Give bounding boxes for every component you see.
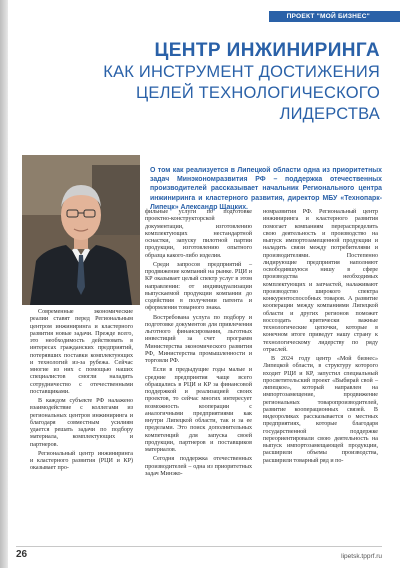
paragraph: В 2024 году центр «Мой бизнес» Липецкой области, в структуру которого входит РЦИ и КР, запустил специальный просветительский проект «Выбирай свой – липецкое», который направлен на импортозамещение, продвижение региональных товаропроизводителей, развитие кооперационных связей. В видеороликах рассказывается о местных предприятиях, которые благодаря государственной поддержке переориентировали свою деятельность на выпуск импортозамещающей продукции, расширили объемы производства, расширили товарный ряд и по-: [263, 356, 378, 464]
body-column-1: [30, 309, 133, 475]
portrait-illustration: [22, 155, 140, 305]
body-column-3: [263, 209, 378, 467]
paragraph: В каждом субъекте РФ налажено взаимодействие с коллегами из региональных центров инжиниринга и благодаря совместным усилиям удается решать задачи по подбору материала, комплектующих и партнеров.: [30, 398, 133, 448]
article-title: [40, 40, 380, 125]
paragraph: Региональный центр инжиниринга и кластерного развития (РЦИ и КР) оказывает про-: [30, 450, 133, 472]
body-column-2: [145, 209, 252, 480]
footer-site-link[interactable]: lipetsk.tpprf.ru: [341, 553, 382, 560]
title-line-4: ЛИДЕРСТВА: [279, 105, 380, 123]
article-lead: О том как реализуется в Липецкой области одна из приоритетных задач Минэкономразвития РФ – поддержка отечественных производителей рассказывает начальник Регионального центра инжиниринга и кластерного развития, директор МБУ «Технопарк-Липецк» Александр Щацких.: [150, 167, 382, 211]
paragraph: Среди запросов предприятий – продвижение компаний на рынке. РЦИ и КР оказывает целый спектр услуг в этом направлении: от индивидуализации выпускаемой продукции компании до содействия в получении патента и оформления товарного знака.: [145, 261, 252, 312]
title-line-1: ЦЕНТР ИНЖИНИРИНГА: [154, 40, 380, 61]
paragraph: Современные экономические реалии ставят перед Региональным центром инжиниринга и кластерного развития новые задачи. Прежде всего, это необходимость действовать в интересах гражданских предприятий, потерявших поставки комплектующих и технологий из-за рубежа. Сейчас многие из них с помощью наших специалистов смогли наладить сотрудничество с отечественными поставщиками.: [30, 309, 133, 395]
paragraph: номразвития РФ. Региональный центр инжиниринга и кластерного развития помогает компаниям перераспределить свою деятельность и производство на выпуск импортозамещенной продукции и наладить связи между потребителями и производителями. Постепенно лидирующие предприятия наполняют освободившуюся нишу в сфере производства необходимых комплектующих и запчастей, налаживают производство широкого спектра конкурентоспособных товаров. А развитие кооперации между компаниями Липецкой области и других регионов поможет воссоздать критически важные технологические цепочки, которые в конечном итоге приведут нашу страну к технологическому лидерству по ряду отраслей.: [263, 209, 378, 353]
project-badge-wrap: [269, 10, 400, 23]
page-number: 26: [16, 549, 28, 560]
portrait-photo: [22, 155, 140, 305]
project-badge: ПРОЕКТ "МОЙ БИЗНЕС": [269, 11, 400, 22]
paragraph: Если в предыдущие годы малые и средние предприятия чаще всего обращались в РЦИ и КР за финансовой поддержкой и реализацией своих проектов, то сейчас многих интересует возможность кооперации с аналогичными предприятиями как внутри Липецкой области, так и за ее пределами. Это поиск дополнительных компетенций для запуска своей продукции, партнеров и поставщиков материалов.: [145, 367, 252, 453]
page-edge-shadow: [0, 0, 8, 568]
title-line-2: КАК ИНСТРУМЕНТ ДОСТИЖЕНИЯ: [103, 63, 380, 81]
title-line-3: ЦЕЛЕЙ ТЕХНОЛОГИЧЕСКОГО: [135, 84, 380, 102]
paragraph: Востребована услуга по подбору и подготовке документов для привлечения льготного финансирования, льготных инвестиций за счет программ Министерства экономического развития РФ, Министерства промышленности и торговли РФ.: [145, 314, 252, 364]
footer-divider: [16, 546, 382, 547]
paragraph: фильные услуги по подготовке проектно-конструкторской документации, изготовлению комплектующих нестандартной оснастки, запуску пилотной партии продукции, изготовлению опытного образца какого-либо изделия.: [145, 209, 252, 259]
paragraph: Сегодня поддержка отечественных производителей – одна из приоритетных задач Минэко-: [145, 456, 252, 477]
